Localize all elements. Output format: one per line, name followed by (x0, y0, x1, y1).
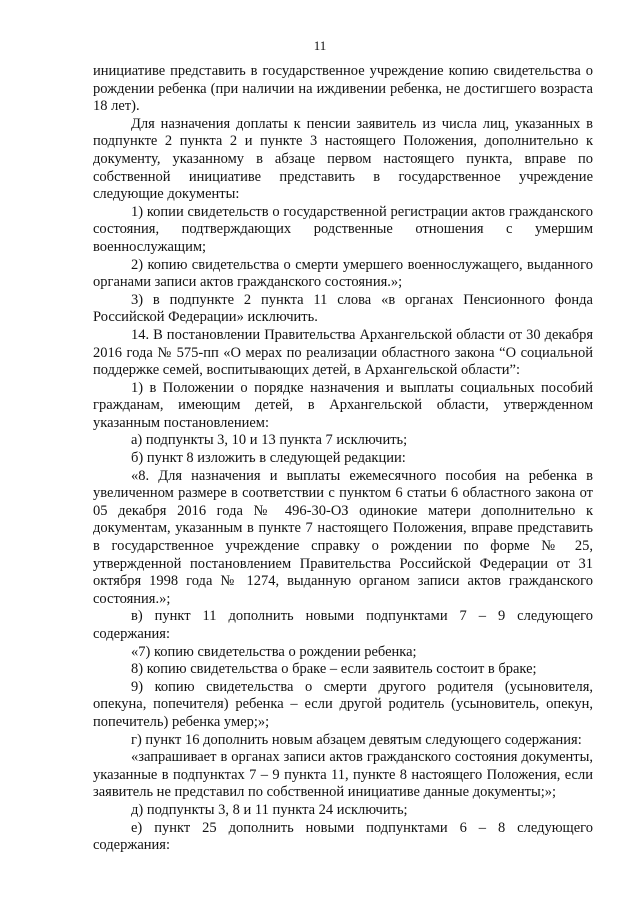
paragraph: 3) в подпункте 2 пункта 11 слова «в органах Пенсионного фонда Российской Федерации» исключить. (93, 291, 593, 326)
paragraph: инициативе представить в государственное учреждение копию свидетельства о рождении ребенка (при наличии на иждивении ребенка, не достигшего возраста 18 лет). (93, 63, 593, 115)
paragraph: «запрашивает в органах записи актов гражданского состояния документы, указанные в подпунктах 7 – 9 пункта 11, пункте 8 настоящего Положения, если заявитель не представил по собственной инициативе данные документы;»; (93, 749, 593, 801)
paragraph: «7) копию свидетельства о рождении ребенка; (131, 643, 417, 660)
paragraph: е) пункт 25 дополнить новыми подпунктами 6 – 8 следующего содержания: (93, 819, 593, 854)
paragraph: 8) копию свидетельства о браке – если заявитель состоит в браке; (131, 661, 537, 678)
paragraph: г) пункт 16 дополнить новым абзацем девятым следующего содержания: (131, 731, 582, 748)
paragraph: д) подпункты 3, 8 и 11 пункта 24 исключить; (131, 801, 408, 818)
paragraph: б) пункт 8 изложить в следующей редакции: (131, 450, 406, 467)
paragraph: «8. Для назначения и выплаты ежемесячного пособия на ребенка в увеличенном размере в соответствии с пунктом 6 статьи 6 областного закона от 05 декабря 2016 года № 496-30-ОЗ одинокие матери дополнительно к документам, указанным в пункте 7 настоящего Положения, вправе представить в государственное учреждение справку о рождении по форме № 25, утвержденной постановлением Правительства Российской Федерации от 31 октября 1998 года № 1274, выданную органом записи актов гражданского состояния.»; (93, 467, 593, 607)
paragraph: в) пункт 11 дополнить новыми подпунктами 7 – 9 следующего содержания: (93, 608, 593, 642)
paragraph: 1) копии свидетельств о государственной регистрации актов гражданского состояния, подтверждающих родственные отношения с умершим военнослужащим; (93, 203, 593, 255)
document-body (93, 63, 593, 855)
paragraph: Для назначения доплаты к пенсии заявитель из числа лиц, указанных в подпункте 2 пункта 2 и пункте 3 настоящего Положения, дополнительно к документу, указанному в абзаце первом настоящего пункта, вправе по собственной инициативе представить в государственное учреждение следующие документы: (93, 115, 593, 203)
paragraph: 14. В постановлении Правительства Архангельской области от 30 декабря 2016 года № 575-пп «О мерах по реализации областного закона “О социальной поддержке семей, воспитывающих детей, в Архангельской области”: (93, 326, 593, 379)
paragraph: 9) копию свидетельства о смерти другого родителя (усыновителя, опекуна, попечителя) ребенка – если другой родитель (усыновитель, опекун, попечитель) ребенка умер;»; (93, 678, 593, 730)
paragraph: 2) копию свидетельства о смерти умершего военнослужащего, выданного органами записи актов гражданского состояния.»; (93, 256, 593, 291)
paragraph: 1) в Положении о порядке назначения и выплаты социальных пособий гражданам, имеющим детей, в Архангельской области, утвержденном указанным постановлением: (93, 379, 593, 431)
page-number: 11 (313, 38, 327, 53)
paragraph: а) подпункты 3, 10 и 13 пункта 7 исключить; (131, 432, 408, 449)
